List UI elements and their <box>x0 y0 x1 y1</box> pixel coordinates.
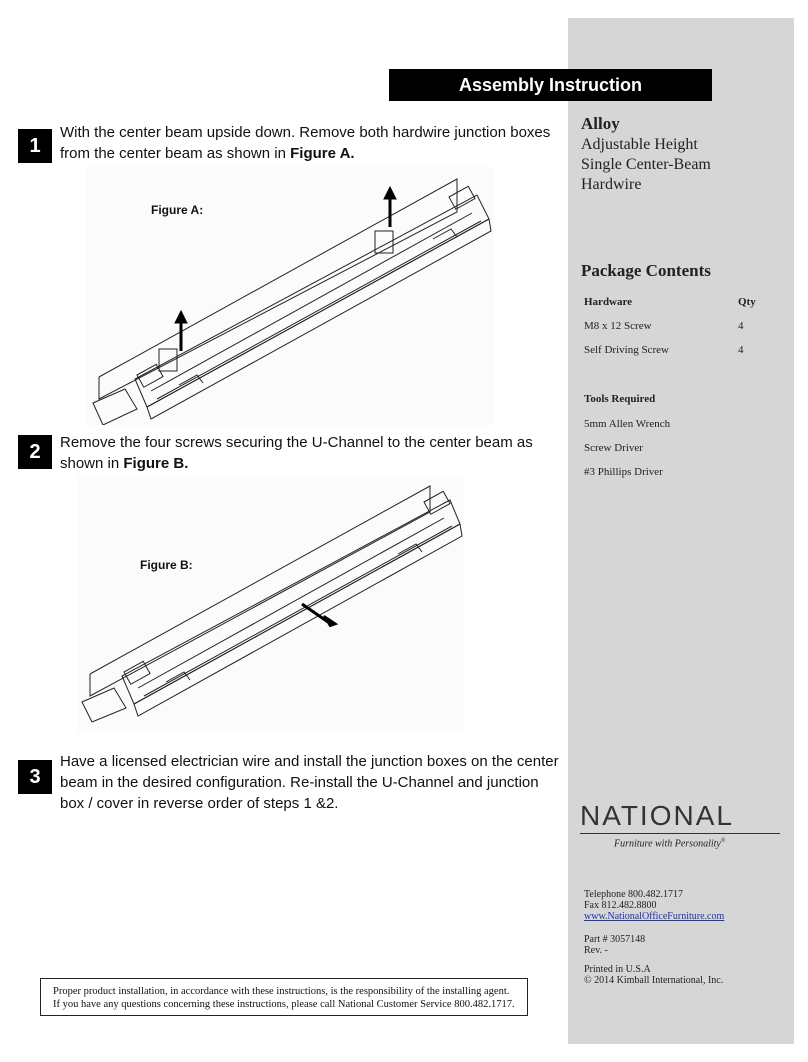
figure-a-label: Figure A: <box>151 203 204 217</box>
product-desc-line-2: Single Center-Beam <box>581 156 711 173</box>
hardware-item: Self Driving Screw <box>584 344 669 356</box>
figure-b-drawing <box>78 476 464 732</box>
figure-a-drawing <box>87 167 494 425</box>
product-desc-line-1: Adjustable Height <box>581 136 698 153</box>
logo-divider <box>580 833 780 834</box>
step-2-text <box>60 432 565 474</box>
page-title: Assembly Instruction <box>389 69 712 101</box>
part-number: Part # 3057148 <box>584 934 646 945</box>
tools-required-title: Tools Required <box>584 393 656 405</box>
copyright: © 2014 Kimball International, Inc. <box>584 975 724 986</box>
step-2-body: Remove the four screws securing the U-Channel to the center beam as shown in <box>60 434 533 472</box>
logo-tagline: Furniture with Personality® <box>614 838 726 850</box>
package-contents-title: Package Contents <box>581 261 711 280</box>
product-name: Alloy <box>581 114 620 133</box>
tool-item: Screw Driver <box>584 442 643 454</box>
step-3-text: Have a licensed electrician wire and install the junction boxes on the center beam in the desired configuration. Re-install the U-Channel and junction box / cover in reverse order of steps 1 &2. <box>60 753 559 812</box>
step-1-number: 1 <box>18 129 52 163</box>
hardware-qty: 4 <box>738 344 744 356</box>
website-line <box>584 911 724 922</box>
step-1-figure-ref: Figure A. <box>290 145 355 162</box>
notice-line-1: Proper product installation, in accordance with these instructions, is the responsibility of the installing agent. <box>53 986 510 997</box>
tool-item: 5mm Allen Wrench <box>584 418 671 430</box>
fax: Fax 812.482.8800 <box>584 900 657 911</box>
step-1-text <box>60 122 565 164</box>
printed-in: Printed in U.S.A <box>584 964 651 975</box>
step-2-figure-ref: Figure B. <box>123 455 189 472</box>
hardware-header: Hardware <box>584 296 633 308</box>
figure-b-label: Figure B: <box>140 558 193 572</box>
website-link[interactable]: www.NationalOfficeFurniture.com <box>584 911 725 922</box>
national-logo <box>580 800 780 858</box>
figure-a <box>87 167 494 425</box>
logo-wordmark: NATIONAL <box>580 800 734 831</box>
step-3-number: 3 <box>18 760 52 794</box>
step-2-number: 2 <box>18 435 52 469</box>
installation-notice <box>40 978 528 1016</box>
notice-line-2: If you have any questions concerning these instructions, please call National Customer Service 800.482.1717. <box>53 999 515 1010</box>
hardware-item: M8 x 12 Screw <box>584 320 652 332</box>
product-desc-line-3: Hardwire <box>581 176 642 193</box>
revision: Rev. - <box>584 945 608 956</box>
telephone: Telephone 800.482.1717 <box>584 889 684 900</box>
step-1-body: With the center beam upside down. Remove both hardwire junction boxes from the center beam as shown in <box>60 124 551 162</box>
tool-item: #3 Phillips Driver <box>584 466 663 478</box>
qty-header: Qty <box>738 296 756 308</box>
figure-b <box>78 476 464 732</box>
hardware-qty: 4 <box>738 320 744 332</box>
